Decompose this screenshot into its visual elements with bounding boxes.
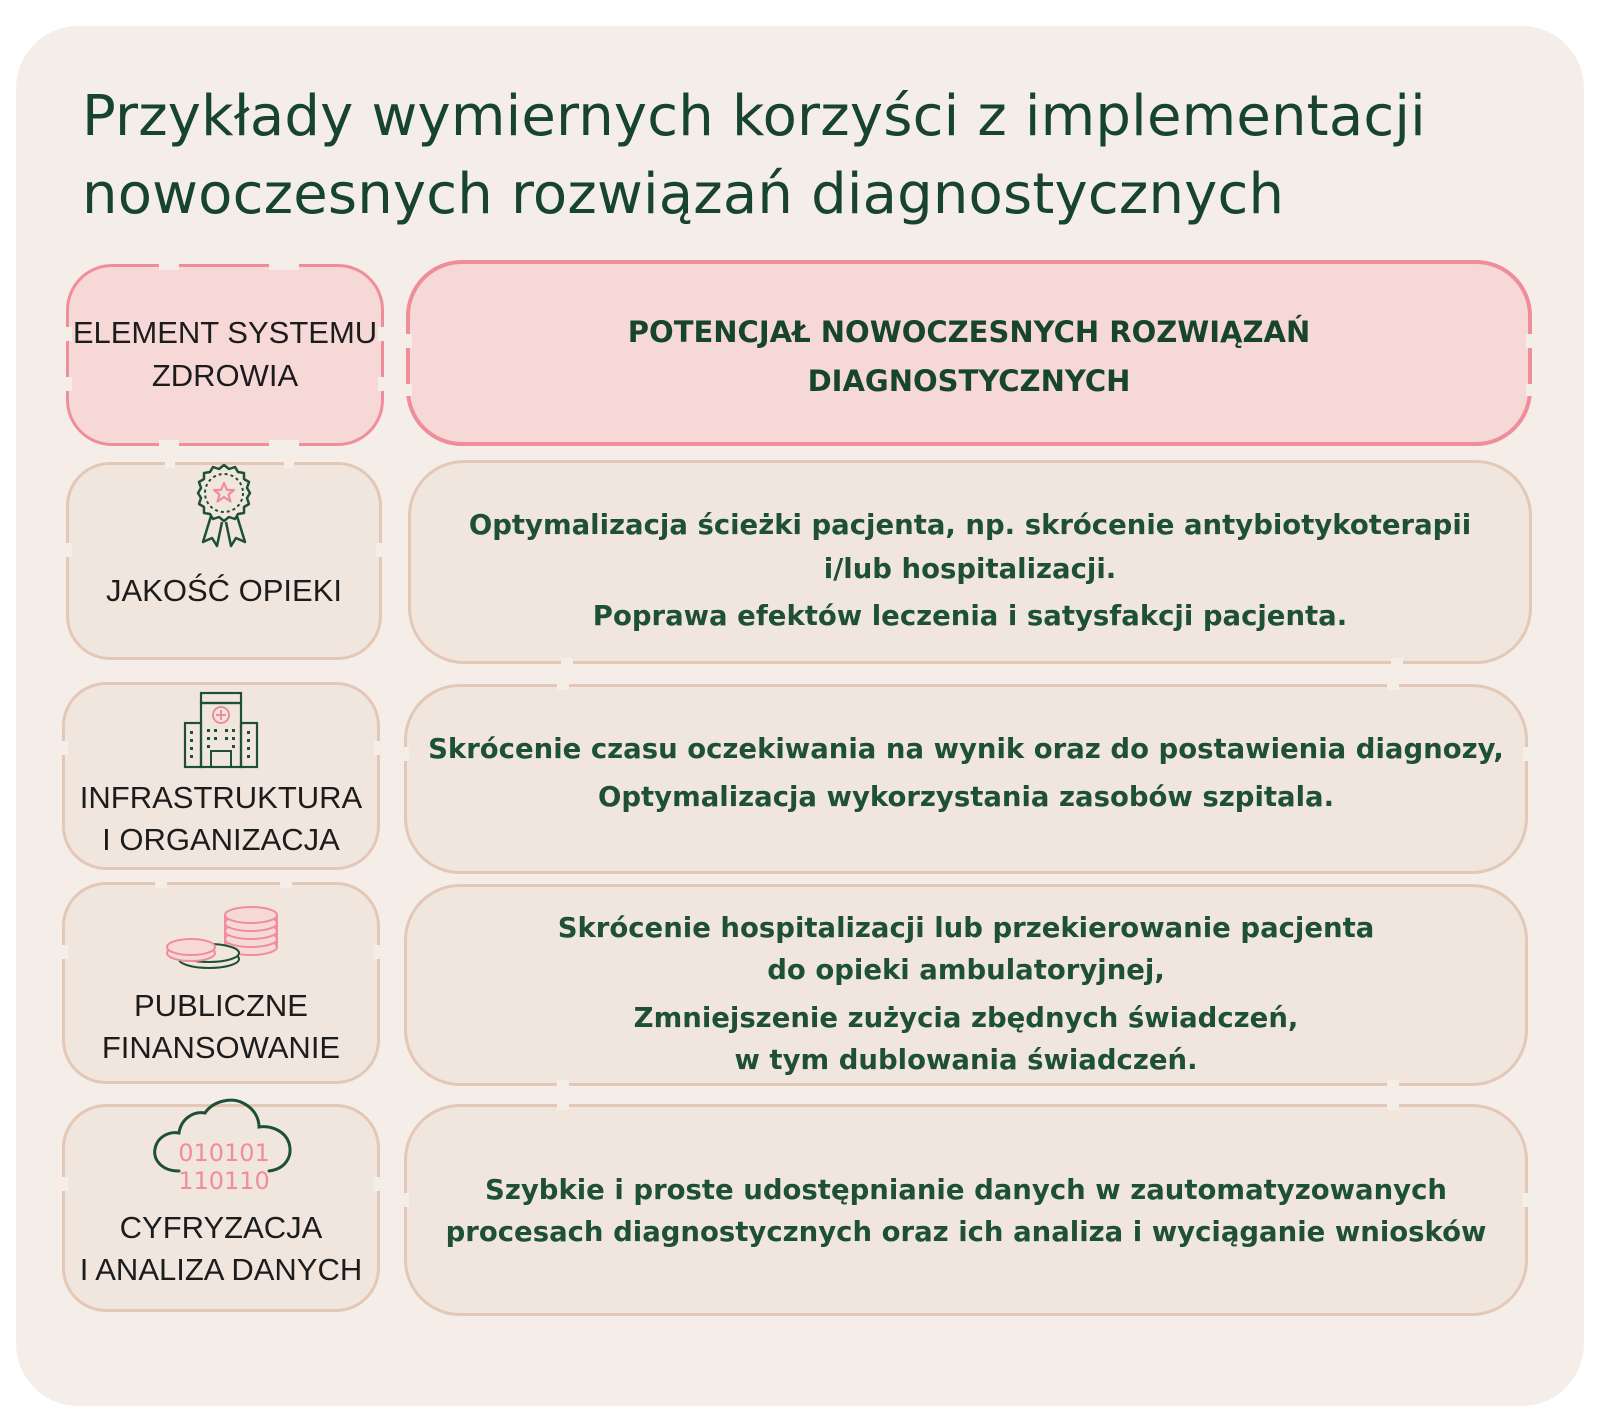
row-4-content-box bbox=[404, 1104, 1528, 1316]
row-3-content bbox=[407, 907, 1525, 1081]
row-3-content-line-3: Zmniejszenie zużycia zbędnych świadczeń, bbox=[633, 1002, 1299, 1034]
row-2-content-line-2: Optymalizacja wykorzystania zasobów szpitala. bbox=[597, 781, 1335, 813]
header-right-label bbox=[410, 308, 1528, 406]
header-left-box bbox=[66, 264, 384, 446]
row-4-content-line-1: Szybkie i proste udostępnianie danych w zautomatyzowanych bbox=[485, 1174, 1447, 1206]
row-3-content-line-4: w tym dublowania świadczeń. bbox=[734, 1044, 1198, 1076]
cloud-data-text-1: 010101 bbox=[178, 1139, 270, 1167]
row-2-content-box bbox=[404, 684, 1528, 874]
row-1-label bbox=[69, 569, 379, 612]
row-3-label bbox=[65, 985, 377, 1069]
row-4-content-line-2: procesach diagnostycznych oraz ich analiza i wyciąganie wniosków bbox=[445, 1216, 1487, 1248]
row-4-left-box bbox=[62, 1104, 380, 1312]
header-left-line-1: ELEMENT SYSTEMU bbox=[72, 315, 378, 350]
row-4-label-line-2: I ANALIZA DANYCH bbox=[79, 1252, 363, 1287]
row-2-left-box bbox=[62, 682, 380, 870]
row-4-label bbox=[65, 1207, 377, 1291]
header-right-line-1: POTENCJAŁ NOWOCZESNYCH ROZWIĄZAŃ bbox=[627, 315, 1311, 349]
title-line-2: nowoczesnych rozwiązań diagnostycznych bbox=[82, 162, 1285, 227]
row-2-content-line-1: Skrócenie czasu oczekiwania na wynik oraz do postawienia diagnozy, bbox=[428, 733, 1504, 765]
hospital-icon bbox=[183, 691, 259, 769]
row-1-content-line-1: Optymalizacja ścieżki pacjenta, np. skrócenie antybiotykoterapii bbox=[468, 509, 1472, 541]
row-3-label-line-2: FINANSOWANIE bbox=[101, 1030, 341, 1065]
row-3-left-box bbox=[62, 882, 380, 1084]
row-2-label-line-2: I ORGANIZACJA bbox=[102, 822, 340, 857]
row-1-content-line-3: Poprawa efektów leczenia i satysfakcji pacjenta. bbox=[592, 600, 1348, 632]
row-2-content bbox=[407, 725, 1525, 821]
award-star-icon bbox=[189, 460, 259, 550]
row-1-content-box bbox=[408, 460, 1532, 664]
row-1-content-line-2: i/lub hospitalizacji. bbox=[823, 553, 1117, 585]
header-right-box bbox=[406, 260, 1532, 446]
row-1-content bbox=[411, 503, 1529, 638]
row-2-label-line-1: INFRASTRUKTURA bbox=[79, 780, 363, 815]
header-left-line-2: ZDROWIA bbox=[151, 358, 299, 393]
header-left-label bbox=[69, 311, 381, 397]
header-right-line-2: DIAGNOSTYCZNYCH bbox=[807, 364, 1131, 398]
row-3-content-line-1: Skrócenie hospitalizacji lub przekierowanie pacjenta bbox=[557, 912, 1375, 944]
row-3-content-box bbox=[404, 884, 1528, 1086]
row-4-label-line-1: CYFRYZACJA bbox=[119, 1210, 323, 1245]
row-1-left-box bbox=[66, 462, 382, 660]
cloud-data-icon bbox=[151, 1097, 297, 1193]
coins-icon bbox=[165, 901, 283, 973]
title-line-1: Przykłady wymiernych korzyści z implementacji bbox=[82, 84, 1426, 149]
row-2-label bbox=[65, 777, 377, 861]
row-4-content bbox=[407, 1169, 1525, 1253]
row-1-label-line-1: JAKOŚĆ OPIEKI bbox=[105, 573, 342, 608]
row-3-label-line-1: PUBLICZNE bbox=[134, 988, 308, 1023]
cloud-data-text-2: 110110 bbox=[178, 1167, 270, 1193]
page-title bbox=[82, 78, 1532, 234]
row-3-content-line-2: do opieki ambulatoryjnej, bbox=[767, 954, 1165, 986]
